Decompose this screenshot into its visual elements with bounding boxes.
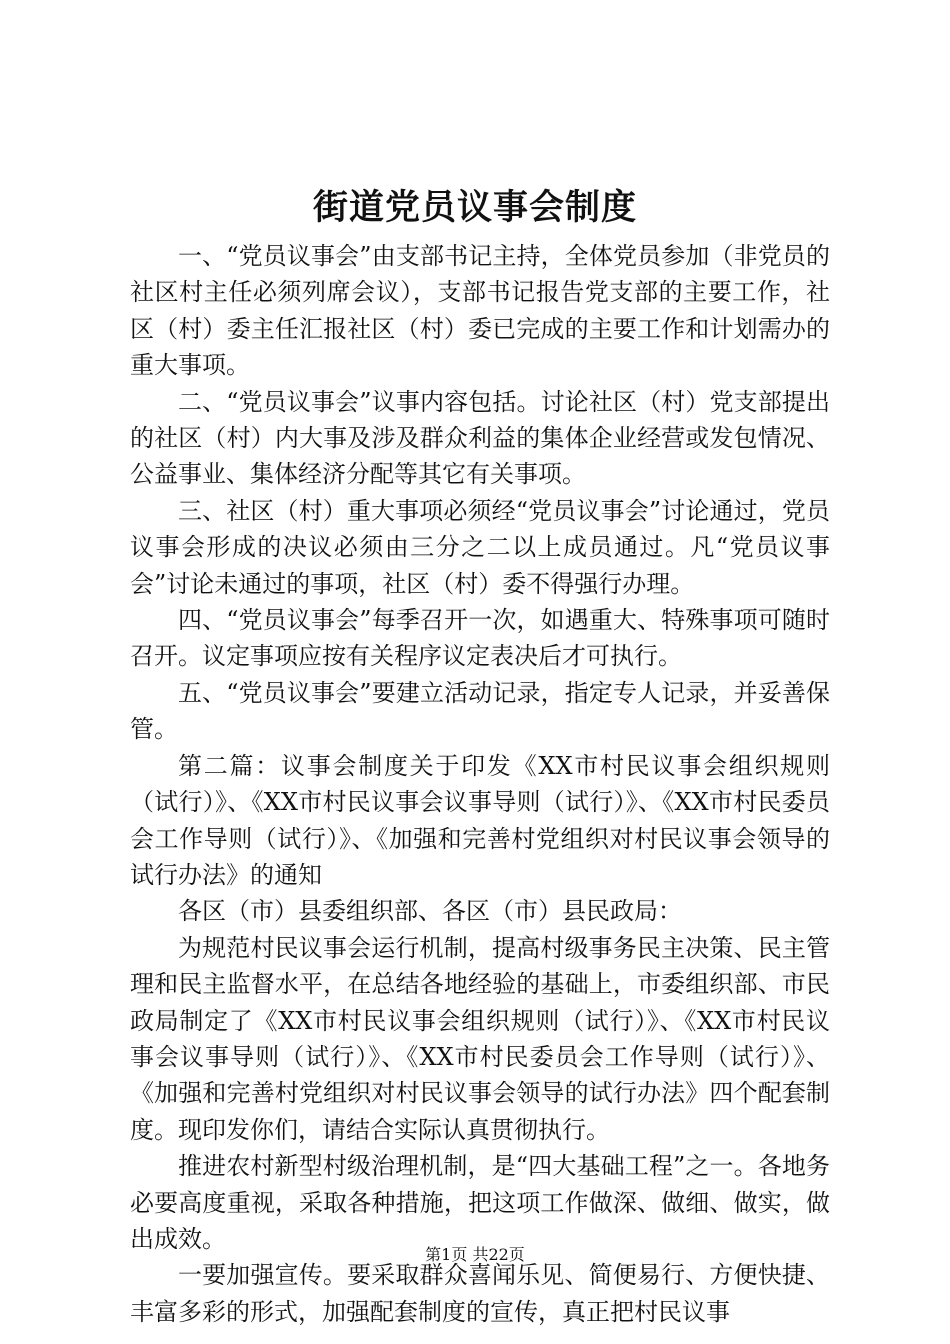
- paragraph-2: 二、“党员议事会”议事内容包括。讨论社区（村）党支部提出的社区（村）内大事及涉及群众利益的集体企业经营或发包情况、公益事业、集体经济分配等其它有关事项。: [130, 387, 830, 489]
- paragraph-4: 四、“党员议事会”每季召开一次，如遇重大、特殊事项可随时召开。议定事项应按有关程序议定表决后才可执行。: [130, 606, 830, 671]
- document-body: [130, 238, 830, 1330]
- paragraph-7: 各区（市）县委组织部、各区（市）县民政局：: [178, 897, 682, 926]
- paragraph-10: 一要加强宣传。要采取群众喜闻乐见、简便易行、方便快捷、丰富多彩的形式，加强配套制度的宣传，真正把村民议事: [130, 1261, 830, 1326]
- page-footer: 第1页 共22页: [425, 1245, 525, 1264]
- paragraph-8: 为规范村民议事会运行机制，提高村级事务民主决策、民主管理和民主监督水平，在总结各地经验的基础上，市委组织部、市民政局制定了《XX市村民议事会组织规则（试行）》、《XX市村民议事会议事导则（试行）》、《XX市村民委员会工作导则（试行）》、《加强和完善村党组织对村民议事会领导的试行办法》四个配套制度。现印发你们，请结合实际认真贯彻执行。: [130, 933, 830, 1144]
- document-title: 街道党员议事会制度: [312, 187, 637, 228]
- paragraph-9: 推进农村新型村级治理机制，是“四大基础工程”之一。各地务必要高度重视，采取各种措施，把这项工作做深、做细、做实，做出成效。: [130, 1152, 830, 1253]
- paragraph-1: 一、“党员议事会”由支部书记主持，全体党员参加（非党员的社区村主任必须列席会议），支部书记报告党支部的主要工作，社区（村）委主任汇报社区（村）委已完成的主要工作和计划需办的重大事项。: [130, 242, 830, 380]
- paragraph-5: 五、“党员议事会”要建立活动记录，指定专人记录，并妥善保管。: [130, 678, 830, 744]
- paragraph-6: 第二篇：议事会制度关于印发《XX市村民议事会组织规则（试行）》、《XX市村民议事会议事导则（试行）》、《XX市村民委员会工作导则（试行）》、《加强和完善村党组织对村民议事会领导的试行办法》的通知: [130, 751, 830, 889]
- paragraph-3: 三、社区（村）重大事项必须经“党员议事会”讨论通过，党员议事会形成的决议必须由三分之二以上成员通过。凡“党员议事会”讨论未通过的事项，社区（村）委不得强行办理。: [130, 496, 830, 598]
